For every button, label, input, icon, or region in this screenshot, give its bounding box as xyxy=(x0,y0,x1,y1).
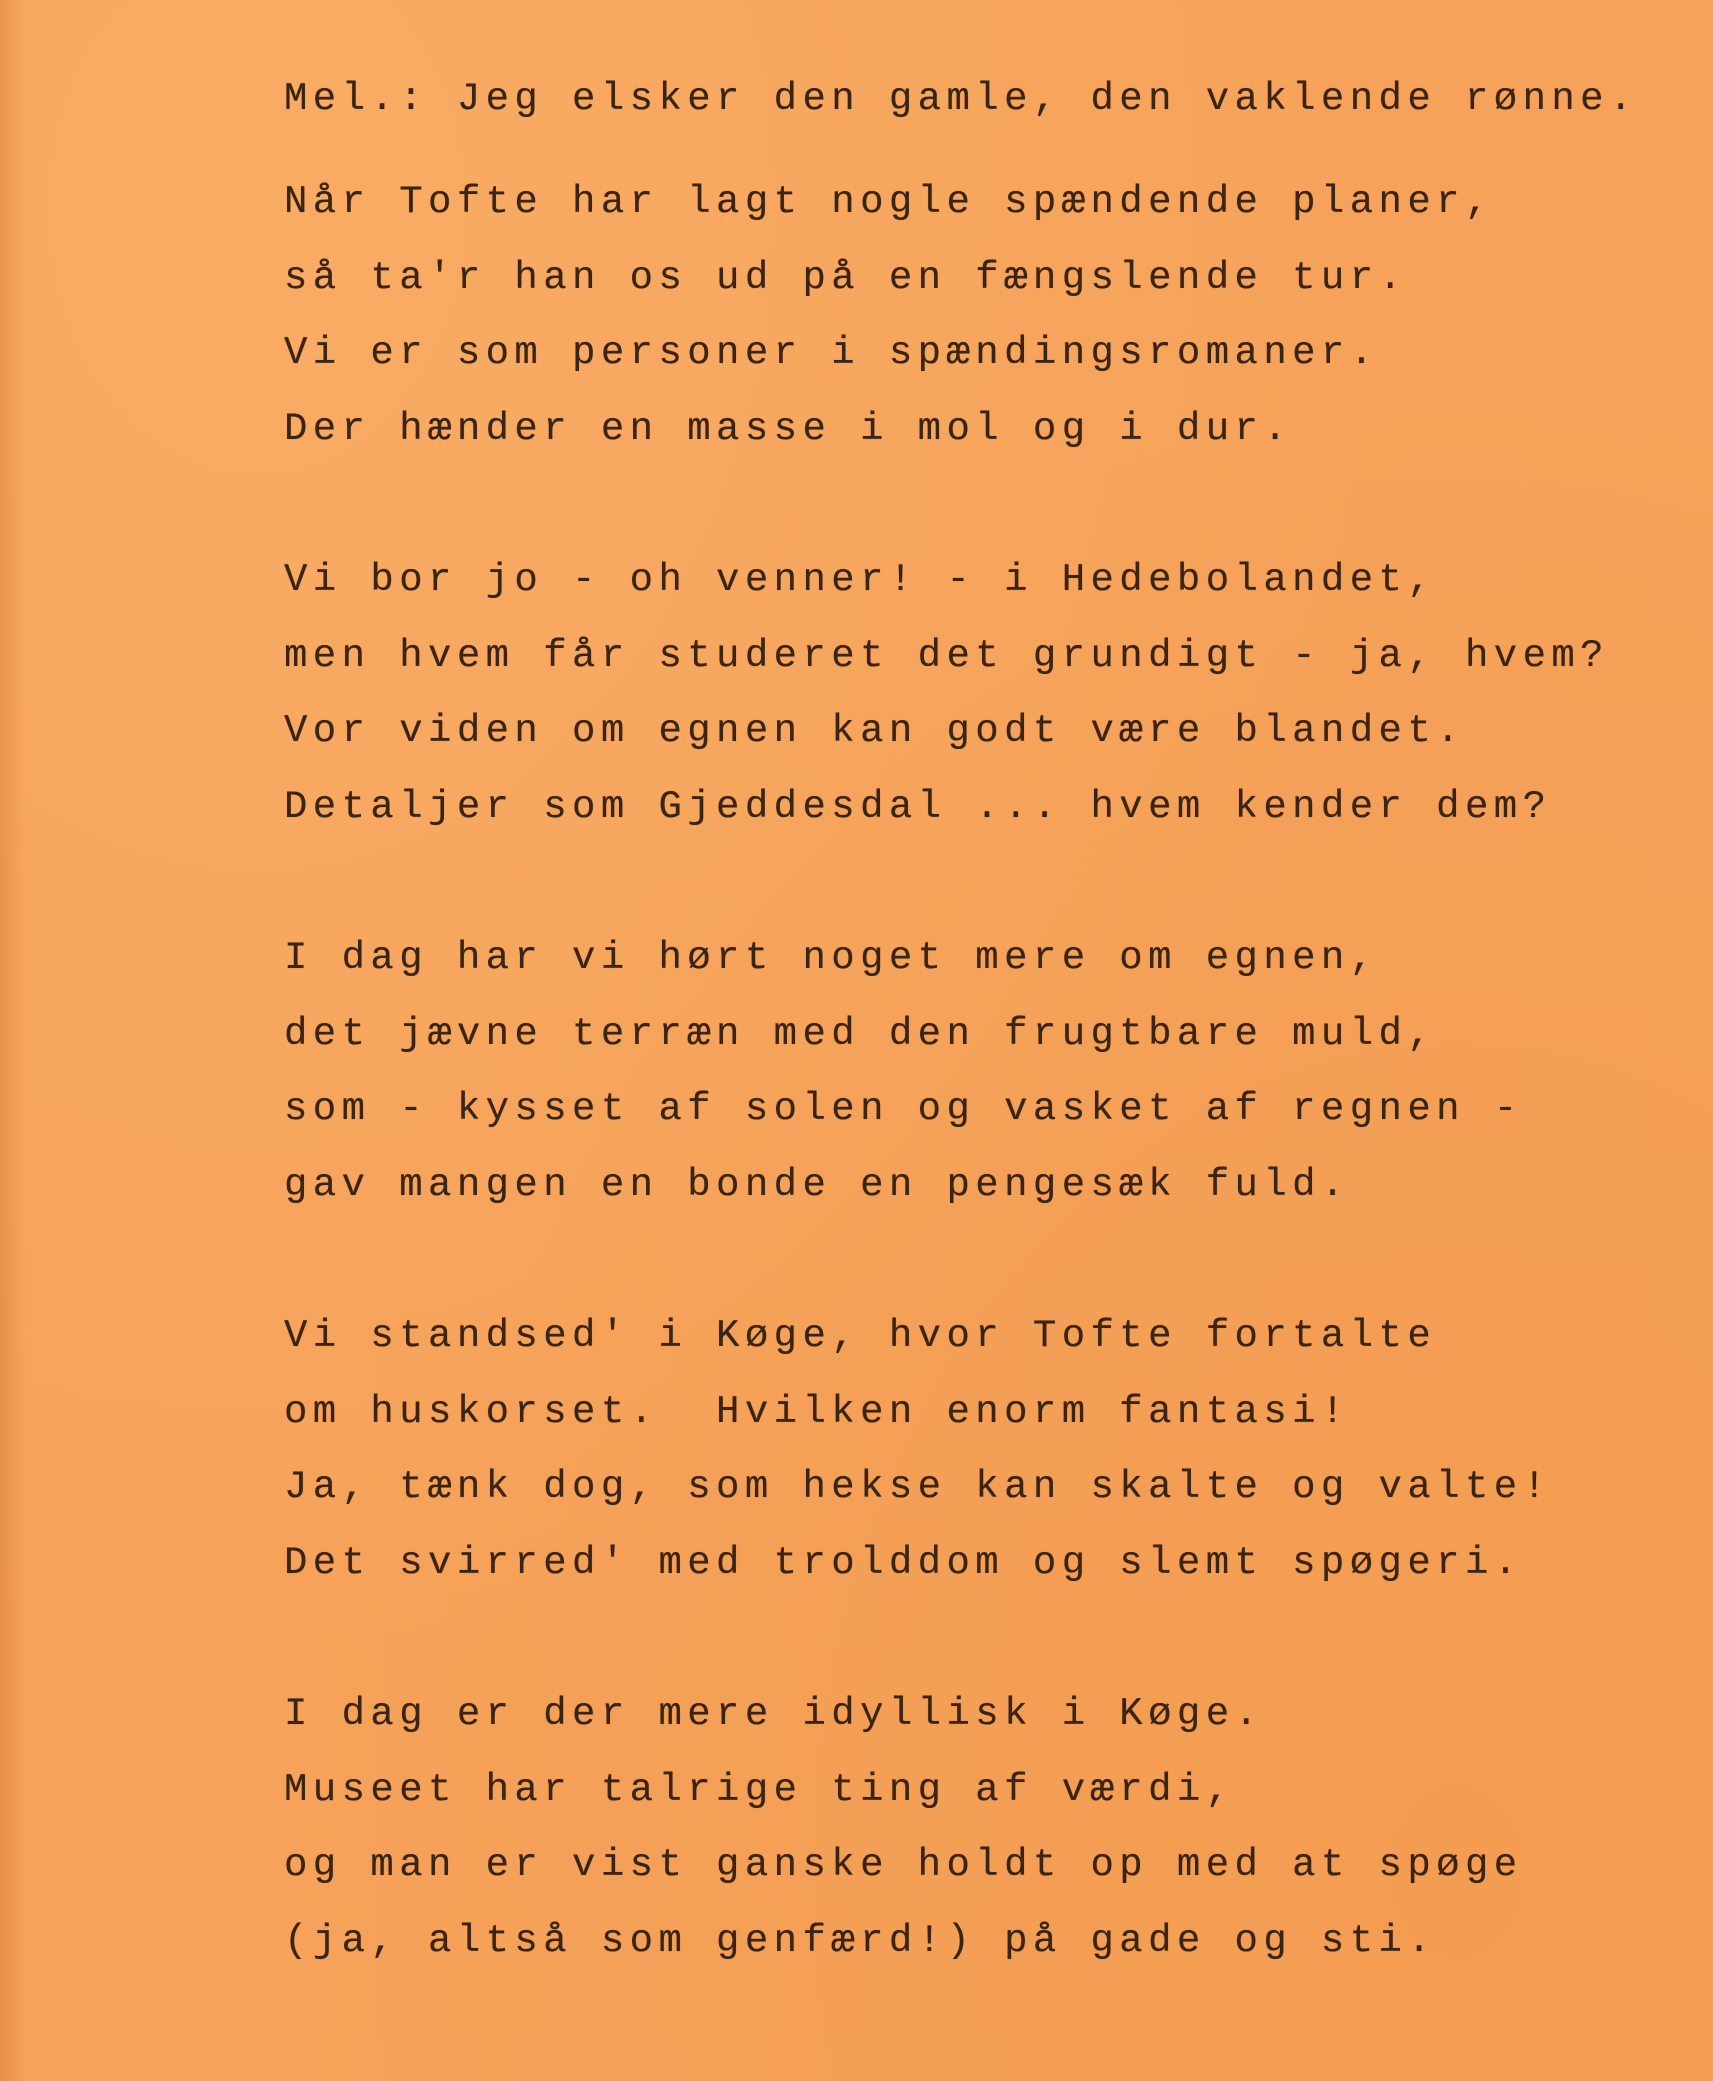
verse-line: Detaljer som Gjeddesdal ... hvem kender dem? xyxy=(284,784,1552,829)
verse-line: men hvem får studeret det grundigt - ja, hvem? xyxy=(284,633,1609,678)
verse-line: (ja, altså som genfærd!) på gade og sti. xyxy=(284,1918,1437,1963)
verse-line: og man er vist ganske holdt op med at spøge xyxy=(284,1843,1523,1887)
stanza-2 xyxy=(284,543,1644,845)
verse-line: Når Tofte har lagt nogle spændende planer, xyxy=(284,180,1494,224)
verse-line: I dag er der mere idyllisk i Køge. xyxy=(284,1692,1264,1736)
stanza-5 xyxy=(284,1677,1644,1979)
verse-line: Vi bor jo - oh venner! - i Hedebolandet, xyxy=(284,558,1437,602)
verse-line: så ta'r han os ud på en fængslende tur. xyxy=(284,255,1408,300)
verse-line: Det svirred' med trolddom og slemt spøgeri. xyxy=(284,1540,1523,1585)
stanza-4 xyxy=(284,1299,1644,1601)
melody-line: Mel.: Jeg elsker den gamle, den vaklende rønne. xyxy=(284,77,1638,121)
verse-line: Vi standsed' i Køge, hvor Tofte fortalte xyxy=(284,1314,1437,1358)
verse-line: I dag har vi hørt noget mere om egnen, xyxy=(284,936,1379,980)
song-text xyxy=(284,62,1644,1979)
verse-line: som - kysset af solen og vasket af regnen - xyxy=(284,1087,1523,1131)
verse-line: Der hænder en masse i mol og i dur. xyxy=(284,406,1293,451)
verse-line: gav mangen en bonde en pengesæk fuld. xyxy=(284,1162,1350,1207)
stanza-1 xyxy=(284,165,1644,467)
verse-line: Vor viden om egnen kan godt være blandet. xyxy=(284,709,1465,753)
verse-line: det jævne terræn med den frugtbare muld, xyxy=(284,1011,1437,1056)
verse-line: Ja, tænk dog, som hekse kan skalte og valte! xyxy=(284,1465,1552,1509)
verse-line: Museet har talrige ting af værdi, xyxy=(284,1767,1235,1812)
verse-line: Vi er som personer i spændingsromaner. xyxy=(284,331,1379,375)
verse-line: om huskorset. Hvilken enorm fantasi! xyxy=(284,1389,1350,1434)
stanza-3 xyxy=(284,921,1644,1223)
